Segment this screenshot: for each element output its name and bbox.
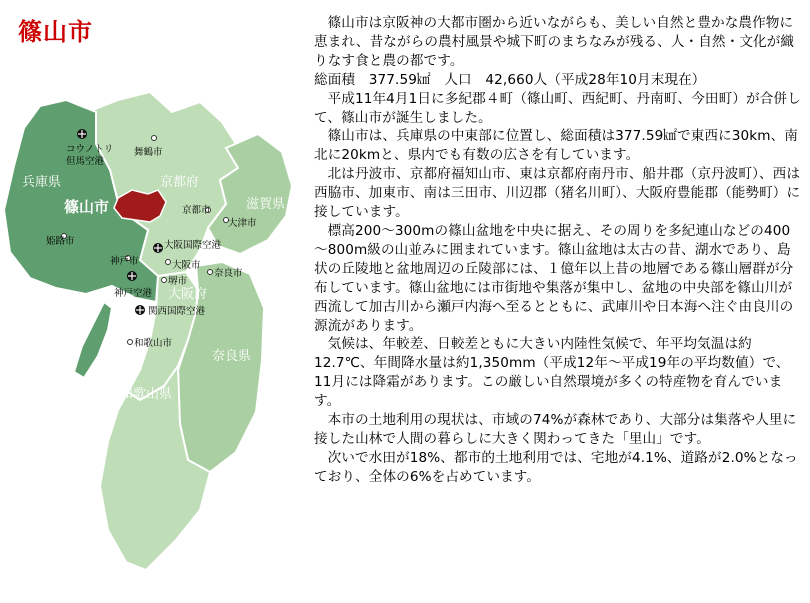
osaka-city-label: 大阪市 [172, 260, 201, 271]
shiga-label: 滋賀県 [246, 197, 286, 212]
maizuru-label: 舞鶴市 [134, 147, 163, 158]
tajima-airport-marker [77, 129, 87, 139]
wakayama-label: 和歌山県 [120, 387, 173, 402]
itami-airport-marker [153, 243, 163, 253]
kyoto-label: 京都府 [160, 175, 200, 190]
paragraph: 気候は、年較差、日較差ともに大きい内陸性気候で、年平均気温は約12.7℃、年間降水量は約1,350mm（平成12年～平成19年の平均数値）で、11月には降霜があります。この厳しい自然環境が多くの特産物を育んでいます。 [314, 336, 790, 410]
kansai-airport-label: 関西国際空港 [148, 306, 206, 317]
sakai-marker [162, 278, 167, 283]
otsu-label: 大津市 [228, 218, 257, 229]
osaka-label: 大阪府 [168, 287, 208, 302]
page-title: 篠山市 [18, 18, 93, 46]
paragraph: 篠山市は京阪神の大都市圏から近いながらも、美しい自然と豊かな農作物に恵まれ、昔ながらの農村風景や城下町のまちなみが残る、人・自然・文化が織りなす食と農の都です。 [314, 15, 795, 69]
osaka-city-marker [166, 260, 171, 265]
kobe-airport-label: 神戸空港 [114, 288, 153, 299]
kobe-airport-marker [127, 271, 137, 281]
kobe-city-label: 神戸市 [110, 256, 139, 267]
hyogo-label: 兵庫県 [22, 175, 62, 190]
paragraph: 本市の土地利用の現状は、市域の74%が森林であり、大部分は集落や人里に接した山林で人間の暮らしに大きく関わってきた「里山」です。 [314, 412, 797, 447]
paragraph: 篠山市は、兵庫県の中東部に位置し、総面積は377.59㎢で東西に30km、南北に20kmと、県内でも有数の広さを有しています。 [314, 128, 798, 164]
paragraph: 次いで水田が18%、都市的土地利用では、宅地が4.1%、道路が2.0%となっており、全体の6%を占めています。 [314, 449, 798, 485]
nara-label: 奈良県 [212, 349, 252, 364]
sakai-label: 堺市 [168, 276, 188, 287]
wakayama-city-marker [128, 340, 133, 345]
kinki-region-map [0, 40, 310, 600]
sasayama-label: 篠山市 [64, 198, 110, 216]
nara-city-marker [208, 270, 213, 275]
paragraph: 北は丹波市、京都府福知山市、東は京都府南丹市、船井郡（京丹波町）、西は西脇市、加東市、南は三田市、川辺郡（猪名川町）、大阪府豊能郡（能勢町）に接しています。 [314, 166, 801, 221]
maizuru-marker [152, 136, 157, 141]
kyoto-city-label: 京都市 [182, 205, 211, 216]
himeji-label: 姫路市 [46, 236, 75, 247]
article-body [314, 14, 802, 487]
tajima-airport-label-line1: コウノトリ [66, 144, 114, 155]
awaji-island-region [74, 302, 112, 378]
kansai-airport-marker [135, 305, 145, 315]
wakayama-city-label: 和歌山市 [134, 338, 173, 349]
paragraph: 総面積 377.59㎢ 人口 42,660人（平成28年10月末現在） [314, 71, 706, 88]
paragraph: 平成11年4月1日に多紀郡４町（篠山町、西紀町、丹南町、今田町）が合併して、篠山市が誕生しました。 [314, 90, 801, 126]
nara-city-label: 奈良市 [214, 268, 243, 279]
tajima-airport-label-line2: 但馬空港 [66, 156, 105, 167]
itami-airport-label: 大阪国際空港 [164, 240, 222, 251]
paragraph: 標高200～300mの篠山盆地を中央に据え、その周りを多紀連山などの400～800m級の山並みに囲まれています。篠山盆地は太古の昔、湖水であり、島状の丘陵地と盆地周辺の丘陵部には、１億年以上昔の地層である篠山層群が分布しています。篠山盆地には市街地や集落が集中し、盆地の中央部を篠山川が西流して加古川から瀬戸内海へ至るとともに、武庫川や日本海へ注ぐ由良川の源流があります。 [314, 222, 794, 334]
